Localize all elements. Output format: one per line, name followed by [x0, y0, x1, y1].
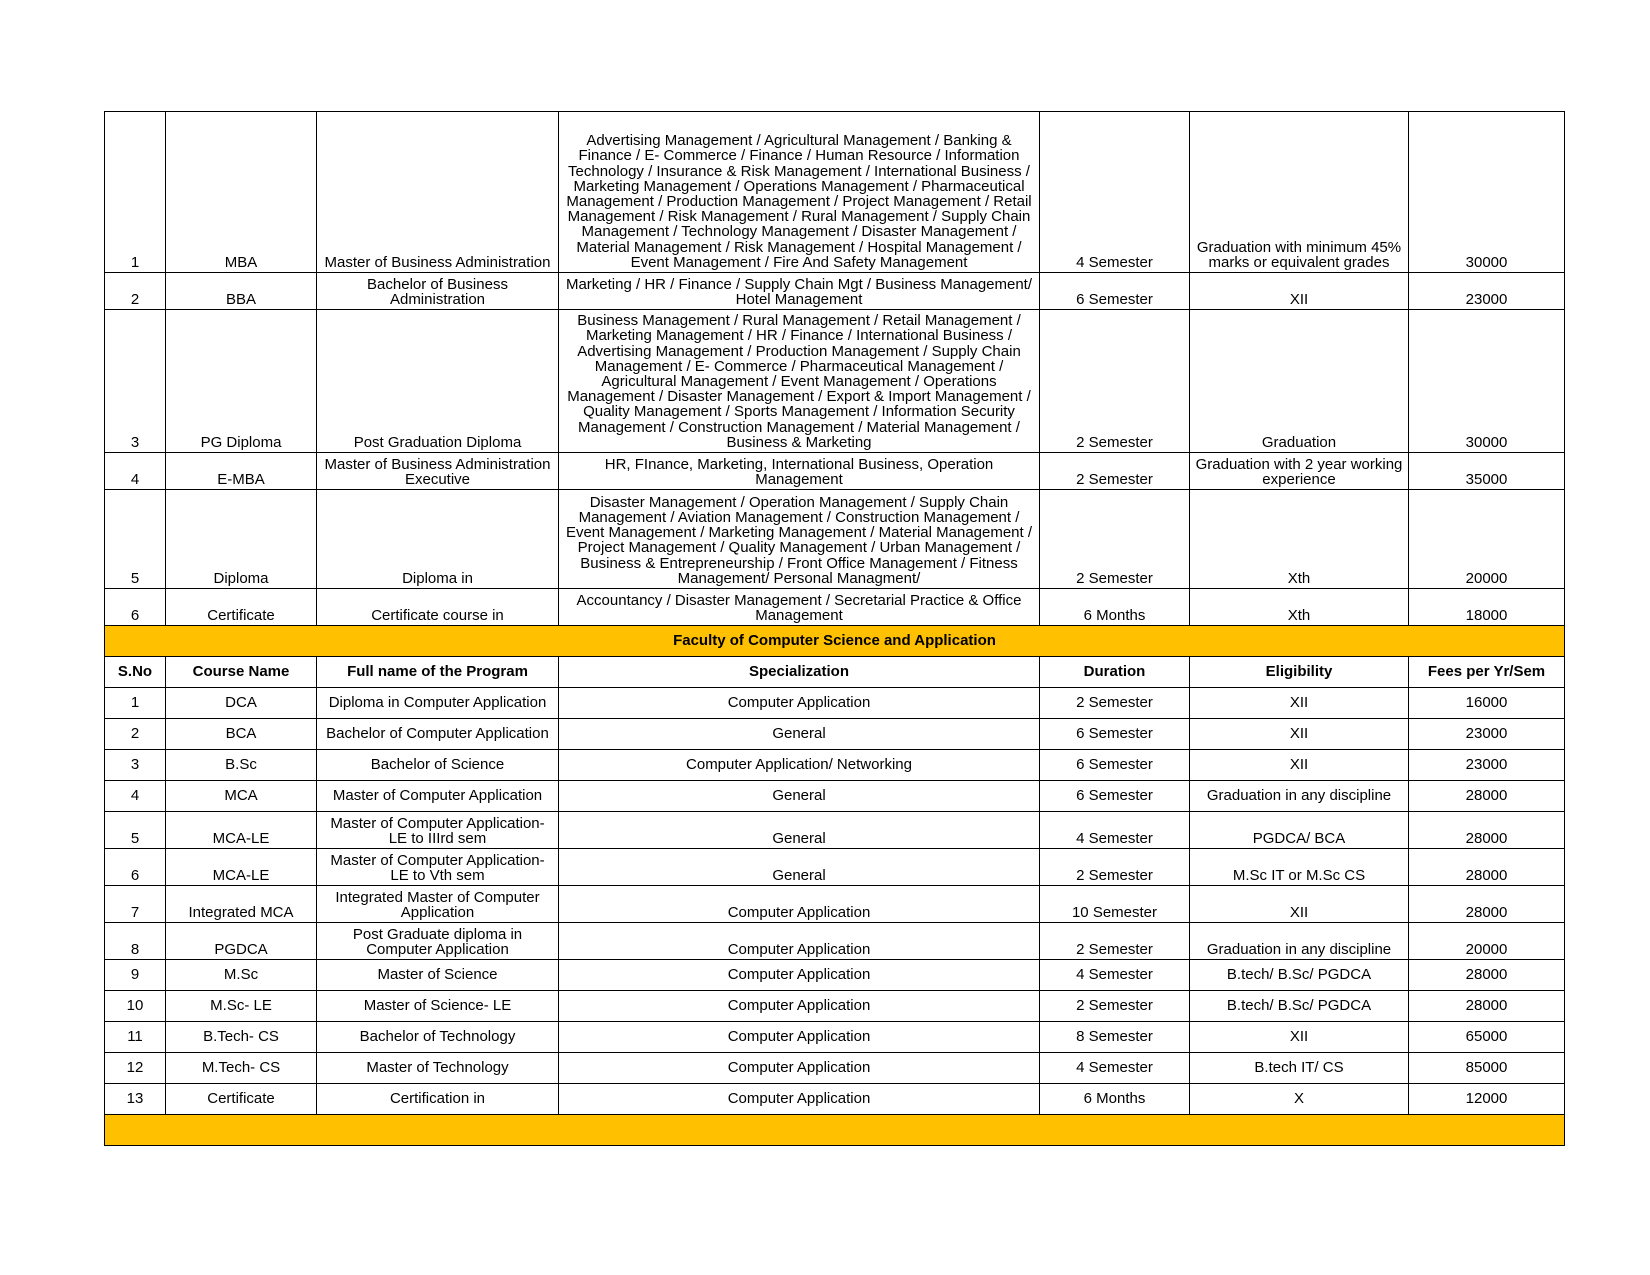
- course-name-cell: E-MBA: [166, 453, 317, 490]
- table-row: [105, 812, 1565, 849]
- table-row: [105, 781, 1565, 812]
- fees-cell: 28000: [1409, 812, 1565, 849]
- table-row: [105, 1022, 1565, 1053]
- table-row: [105, 453, 1565, 490]
- fees-cell: 30000: [1409, 112, 1565, 273]
- fees-cell: 18000: [1409, 589, 1565, 626]
- header-course-name: Course Name: [166, 657, 317, 688]
- sno-cell: 2: [105, 273, 166, 310]
- fees-cell: 65000: [1409, 1022, 1565, 1053]
- course-name-cell: BCA: [166, 719, 317, 750]
- course-name-cell: MCA-LE: [166, 849, 317, 886]
- specialization-cell: Marketing / HR / Finance / Supply Chain Mgt / Business Management/ Hotel Management: [559, 273, 1040, 310]
- duration-cell: 2 Semester: [1040, 923, 1190, 960]
- course-name-cell: Certificate: [166, 589, 317, 626]
- course-name-cell: MCA: [166, 781, 317, 812]
- full-name-cell: Master of Computer Application: [317, 781, 559, 812]
- table-row: [105, 1053, 1565, 1084]
- full-name-cell: Master of Science: [317, 960, 559, 991]
- specialization-cell: Disaster Management / Operation Management / Supply Chain Management / Aviation Management / Construction Management / Event Management / Marketing Management / Material Management / Project Management / Quality Management / Urban Management / Business & Entrepreneurship / Front Office Management / Fitness Management/ Personal Managment/: [559, 490, 1040, 589]
- sno-cell: 5: [105, 490, 166, 589]
- course-name-cell: M.Sc- LE: [166, 991, 317, 1022]
- course-name-cell: MBA: [166, 112, 317, 273]
- eligibility-cell: B.tech IT/ CS: [1190, 1053, 1409, 1084]
- course-name-cell: PG Diploma: [166, 310, 317, 453]
- course-name-cell: M.Sc: [166, 960, 317, 991]
- course-name-cell: B.Tech- CS: [166, 1022, 317, 1053]
- specialization-cell: Business Management / Rural Management / Retail Management / Marketing Management / HR / Finance / International Business / Advertising Management / Production Management / Supply Chain Management / E- Commerce / Pharmaceutical Management / Agricultural Management / Event Management / Operations Management / Disaster Management / Export & Import Management / Quality Management / Sports Management / Information Security Management / Construction Management / Material Management / Business & Marketing: [559, 310, 1040, 453]
- faculty-title: Faculty of Computer Science and Application: [105, 626, 1565, 657]
- eligibility-cell: Graduation in any discipline: [1190, 923, 1409, 960]
- full-name-cell: Bachelor of Science: [317, 750, 559, 781]
- specialization-cell: Advertising Management / Agricultural Management / Banking & Finance / E- Commerce / Finance / Human Resource / Information Technology / Insurance & Risk Management / International Business / Marketing Management / Operations Management / Pharmaceutical Management / Production Management / Project Management / Retail Management / Risk Management / Rural Management / Supply Chain Management / Technology Management / Disaster Management / Material Management / Risk Management / Hospital Management / Event Management / Fire And Safety Management: [559, 112, 1040, 273]
- full-name-cell: Master of Computer Application- LE to IIIrd sem: [317, 812, 559, 849]
- table-row: [105, 960, 1565, 991]
- eligibility-cell: Graduation with 2 year working experience: [1190, 453, 1409, 490]
- full-name-cell: Diploma in Computer Application: [317, 688, 559, 719]
- table-row: [105, 991, 1565, 1022]
- fees-cell: 16000: [1409, 688, 1565, 719]
- table-row: [105, 273, 1565, 310]
- table-row: [105, 719, 1565, 750]
- sno-cell: 3: [105, 750, 166, 781]
- duration-cell: 4 Semester: [1040, 1053, 1190, 1084]
- eligibility-cell: Xth: [1190, 589, 1409, 626]
- fees-cell: 85000: [1409, 1053, 1565, 1084]
- table-row: [105, 923, 1565, 960]
- duration-cell: 6 Semester: [1040, 273, 1190, 310]
- duration-cell: 2 Semester: [1040, 991, 1190, 1022]
- sno-cell: 6: [105, 849, 166, 886]
- specialization-cell: Computer Application: [559, 991, 1040, 1022]
- table-row: [105, 688, 1565, 719]
- duration-cell: 2 Semester: [1040, 310, 1190, 453]
- header-sno: S.No: [105, 657, 166, 688]
- course-name-cell: DCA: [166, 688, 317, 719]
- header-full-name: Full name of the Program: [317, 657, 559, 688]
- eligibility-cell: X: [1190, 1084, 1409, 1115]
- duration-cell: 6 Months: [1040, 1084, 1190, 1115]
- course-name-cell: BBA: [166, 273, 317, 310]
- duration-cell: 4 Semester: [1040, 960, 1190, 991]
- sno-cell: 4: [105, 453, 166, 490]
- footer-band: [105, 1115, 1565, 1146]
- course-fee-table: [104, 111, 1565, 1146]
- table-row: [105, 849, 1565, 886]
- eligibility-cell: XII: [1190, 886, 1409, 923]
- specialization-cell: Computer Application: [559, 960, 1040, 991]
- sno-cell: 7: [105, 886, 166, 923]
- eligibility-cell: XII: [1190, 688, 1409, 719]
- sno-cell: 10: [105, 991, 166, 1022]
- sno-cell: 5: [105, 812, 166, 849]
- course-name-cell: MCA-LE: [166, 812, 317, 849]
- eligibility-cell: Xth: [1190, 490, 1409, 589]
- duration-cell: 6 Semester: [1040, 750, 1190, 781]
- sno-cell: 12: [105, 1053, 166, 1084]
- specialization-cell: General: [559, 781, 1040, 812]
- table-row: [105, 589, 1565, 626]
- sno-cell: 3: [105, 310, 166, 453]
- fees-cell: 23000: [1409, 750, 1565, 781]
- eligibility-cell: PGDCA/ BCA: [1190, 812, 1409, 849]
- fees-cell: 28000: [1409, 849, 1565, 886]
- fees-cell: 28000: [1409, 991, 1565, 1022]
- table-row: [105, 886, 1565, 923]
- duration-cell: 10 Semester: [1040, 886, 1190, 923]
- course-name-cell: Integrated MCA: [166, 886, 317, 923]
- duration-cell: 2 Semester: [1040, 849, 1190, 886]
- course-name-cell: B.Sc: [166, 750, 317, 781]
- fees-cell: 20000: [1409, 923, 1565, 960]
- header-fees: Fees per Yr/Sem: [1409, 657, 1565, 688]
- duration-cell: 2 Semester: [1040, 453, 1190, 490]
- course-name-cell: Certificate: [166, 1084, 317, 1115]
- specialization-cell: General: [559, 719, 1040, 750]
- specialization-cell: General: [559, 849, 1040, 886]
- sno-cell: 4: [105, 781, 166, 812]
- sno-cell: 1: [105, 112, 166, 273]
- duration-cell: 6 Months: [1040, 589, 1190, 626]
- specialization-cell: Computer Application: [559, 1022, 1040, 1053]
- duration-cell: 6 Semester: [1040, 719, 1190, 750]
- course-name-cell: PGDCA: [166, 923, 317, 960]
- fees-cell: 12000: [1409, 1084, 1565, 1115]
- fees-cell: 23000: [1409, 273, 1565, 310]
- sno-cell: 8: [105, 923, 166, 960]
- eligibility-cell: Graduation with minimum 45% marks or equivalent grades: [1190, 112, 1409, 273]
- duration-cell: 8 Semester: [1040, 1022, 1190, 1053]
- header-specialization: Specialization: [559, 657, 1040, 688]
- full-name-cell: Bachelor of Business Administration: [317, 273, 559, 310]
- header-duration: Duration: [1040, 657, 1190, 688]
- duration-cell: 4 Semester: [1040, 112, 1190, 273]
- sno-cell: 1: [105, 688, 166, 719]
- specialization-cell: Computer Application/ Networking: [559, 750, 1040, 781]
- full-name-cell: Integrated Master of Computer Application: [317, 886, 559, 923]
- specialization-cell: General: [559, 812, 1040, 849]
- sno-cell: 9: [105, 960, 166, 991]
- specialization-cell: Computer Application: [559, 1084, 1040, 1115]
- course-name-cell: Diploma: [166, 490, 317, 589]
- fees-cell: 28000: [1409, 781, 1565, 812]
- eligibility-cell: XII: [1190, 719, 1409, 750]
- eligibility-cell: B.tech/ B.Sc/ PGDCA: [1190, 991, 1409, 1022]
- footer-band-cell: [105, 1115, 1565, 1146]
- fees-cell: 30000: [1409, 310, 1565, 453]
- table-row: [105, 750, 1565, 781]
- sno-cell: 13: [105, 1084, 166, 1115]
- fees-cell: 35000: [1409, 453, 1565, 490]
- fees-cell: 28000: [1409, 886, 1565, 923]
- eligibility-cell: XII: [1190, 273, 1409, 310]
- eligibility-cell: M.Sc IT or M.Sc CS: [1190, 849, 1409, 886]
- course-name-cell: M.Tech- CS: [166, 1053, 317, 1084]
- header-eligibility: Eligibility: [1190, 657, 1409, 688]
- eligibility-cell: XII: [1190, 750, 1409, 781]
- table-row: [105, 112, 1565, 273]
- eligibility-cell: Graduation: [1190, 310, 1409, 453]
- full-name-cell: Certificate course in: [317, 589, 559, 626]
- full-name-cell: Post Graduate diploma in Computer Application: [317, 923, 559, 960]
- duration-cell: 4 Semester: [1040, 812, 1190, 849]
- specialization-cell: Accountancy / Disaster Management / Secretarial Practice & Office Management: [559, 589, 1040, 626]
- sno-cell: 6: [105, 589, 166, 626]
- fees-cell: 20000: [1409, 490, 1565, 589]
- full-name-cell: Bachelor of Technology: [317, 1022, 559, 1053]
- eligibility-cell: B.tech/ B.Sc/ PGDCA: [1190, 960, 1409, 991]
- duration-cell: 2 Semester: [1040, 490, 1190, 589]
- table-row: [105, 310, 1565, 453]
- fees-cell: 23000: [1409, 719, 1565, 750]
- duration-cell: 6 Semester: [1040, 781, 1190, 812]
- specialization-cell: HR, FInance, Marketing, International Business, Operation Management: [559, 453, 1040, 490]
- eligibility-cell: XII: [1190, 1022, 1409, 1053]
- full-name-cell: Master of Technology: [317, 1053, 559, 1084]
- specialization-cell: Computer Application: [559, 923, 1040, 960]
- full-name-cell: Bachelor of Computer Application: [317, 719, 559, 750]
- full-name-cell: Master of Computer Application- LE to Vth sem: [317, 849, 559, 886]
- specialization-cell: Computer Application: [559, 688, 1040, 719]
- specialization-cell: Computer Application: [559, 886, 1040, 923]
- table-row: [105, 1084, 1565, 1115]
- full-name-cell: Diploma in: [317, 490, 559, 589]
- full-name-cell: Certification in: [317, 1084, 559, 1115]
- full-name-cell: Master of Science- LE: [317, 991, 559, 1022]
- eligibility-cell: Graduation in any discipline: [1190, 781, 1409, 812]
- sno-cell: 2: [105, 719, 166, 750]
- sno-cell: 11: [105, 1022, 166, 1053]
- specialization-cell: Computer Application: [559, 1053, 1040, 1084]
- full-name-cell: Master of Business Administration Executive: [317, 453, 559, 490]
- duration-cell: 2 Semester: [1040, 688, 1190, 719]
- table-header-row: [105, 657, 1565, 688]
- table-row: [105, 490, 1565, 589]
- fees-cell: 28000: [1409, 960, 1565, 991]
- faculty-band: [105, 626, 1565, 657]
- full-name-cell: Master of Business Administration: [317, 112, 559, 273]
- full-name-cell: Post Graduation Diploma: [317, 310, 559, 453]
